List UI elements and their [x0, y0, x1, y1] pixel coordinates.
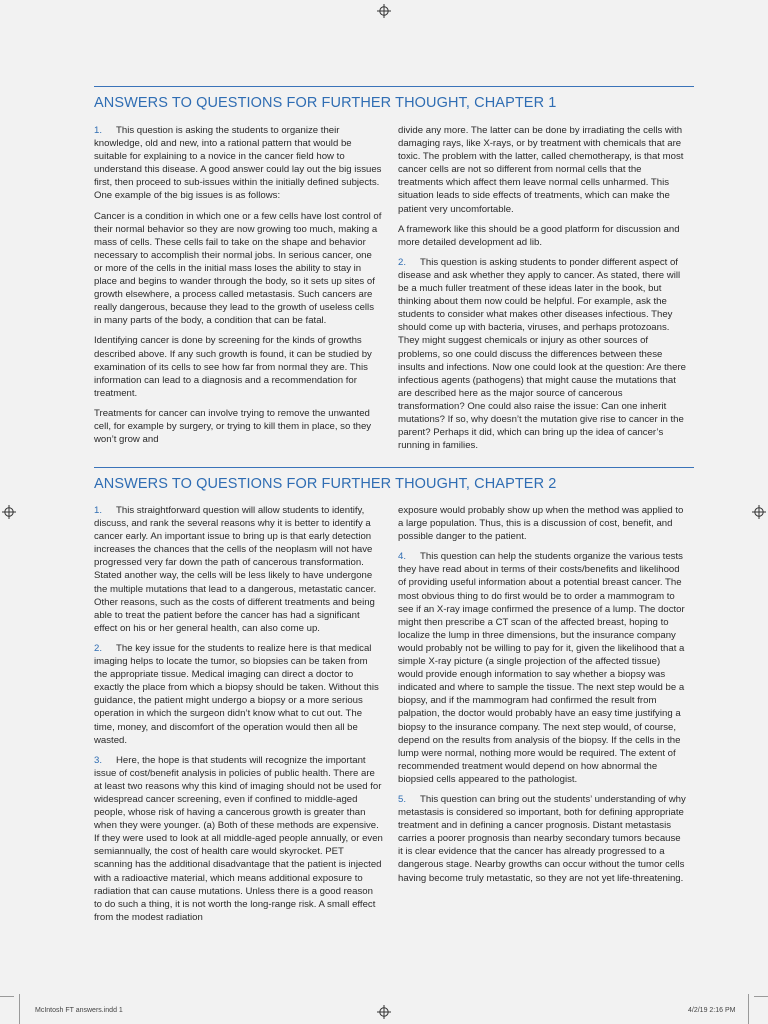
paragraph-text: This question can help the students organize the various tests they have read about in terms of their costs/benefits and likelihood of providing useful information about a potential breast cancer. The most obvious thing to do first would be to order a mammogram to see if an X-ray image confirmed the presence of a lump. The doctor might then prescribe a CT scan of the affected breast, hoping to localize the lump in three dimensions, but the insurance company would probably not be willing to pay for it, given the likelihood that a simple X-ray picture (a single projection of the affected tissue) would provide enough information to say whether a biopsy was indicated and where to sample the tissue. The next step would be a biopsy, and if the mammogram had confirmed the result from palpation, the doctor would probably have an easy time justifying a biopsy to the insurance company. The next step would, of course, depend on the results from analysis of the biopsy. If the cells in the lump were normal, nothing more would be required. The extent of recommended treatment would depend on how abnormal the biopsied cells appeared to the pathologist. — [398, 551, 685, 785]
trim-mark — [0, 996, 14, 997]
trim-mark — [19, 994, 20, 1024]
body-paragraph — [94, 210, 383, 328]
paragraph-text: This question is asking the students to organize their knowledge, old and new, into a rational pattern that would be suitable for explaining to a novice in the cancer field how to understand this disease. A good answer could lay out the big issues first, then proceed to sub-issues within the initially defined subjects. One example of the big issues is as follows: — [94, 125, 382, 202]
footer-timestamp: 4/2/19 2:16 PM — [688, 1007, 736, 1014]
body-paragraph — [398, 124, 687, 216]
trim-mark — [754, 996, 768, 997]
paragraph-text: exposure would probably show up when the method was applied to a large population. Thus, this is a discussion of cost, benefit, and possible danger to the patient. — [398, 505, 684, 543]
answer-paragraph — [398, 256, 687, 452]
chapter-2-heading: ANSWERS TO QUESTIONS FOR FURTHER THOUGHT, CHAPTER 2 — [94, 476, 557, 492]
paragraph-text: Cancer is a condition in which one or a few cells have lost control of their normal behavior so they are now growing too much, making a mass of cells. These cells fail to take on the shape and behavior necessary to accomplish their normal jobs. In serious cancer, one or more of the cells in the initial mass loses the ability to stay in place and begins to wander through the body, so it sets up sites of growth elsewhere, a process called metastasis. Such cancers are really dangerous, because they lead to the growth of useless cells in many parts of the body, a condition that can be fatal. — [94, 210, 382, 327]
answer-paragraph — [94, 642, 383, 747]
answer-number: 2. — [398, 256, 407, 268]
paragraph-text: Treatments for cancer can involve trying to remove the unwanted cell, for example by surgery, or trying to kill them in place, so they won’t grow and — [94, 407, 372, 446]
paragraph-text: divide any more. The latter can be done by irradiating the cells with damaging rays, like X-rays, or by treatment with chemicals that are toxic. The problem with the latter, called chemotherapy, is that most cancer cells are not so different from normal cells that the treatments which affect them leave normal cells unharmed. This situation leads to side effects of treatments, which can make the patient very uncomfortable. — [398, 125, 684, 215]
answer-paragraph — [94, 124, 383, 203]
chapter-1-heading: ANSWERS TO QUESTIONS FOR FURTHER THOUGHT, CHAPTER 1 — [94, 95, 557, 111]
chapter-2-left-column — [94, 504, 383, 931]
paragraph-text: A framework like this should be a good platform for discussion and more detailed development ad lib. — [398, 223, 680, 248]
body-paragraph — [94, 334, 383, 399]
answer-paragraph — [94, 504, 383, 635]
paragraph-text: This question is asking students to ponder different aspect of disease and ask whether they apply to cancer. As stated, there will be a much fuller treatment of these ideas later in the book, but thinking about them now could be helpful. For example, ask the students to consider what makes other diseases infectious. They should come up with bacteria, viruses, and perhaps protozoans. They might suggest chemicals or injury as other sources of problems, so one could discuss the differences between these insults and infections. Now one could look at the question: Are there infectious agents (pathogens) that might cause the mutations that are described here as the major source of cancerous transformation? One could also raise the issue: Can one inherit mutations? If so, why doesn’t the mutation give rise to cancer in the parent? Perhaps it did, which can bring up the idea of cancer’s running in families. — [398, 256, 686, 452]
registration-mark-icon — [752, 505, 766, 519]
answer-paragraph — [398, 793, 687, 885]
chapter-1-left-column — [94, 124, 383, 453]
answer-number: 1. — [94, 505, 103, 516]
answer-number: 3. — [94, 754, 103, 766]
answer-number: 1. — [94, 125, 103, 136]
registration-mark-icon — [2, 505, 16, 519]
answer-number: 5. — [398, 793, 407, 805]
chapter-2-right-column — [398, 504, 687, 892]
registration-mark-icon — [377, 4, 391, 18]
body-paragraph — [398, 504, 687, 543]
answer-number: 2. — [94, 642, 103, 654]
footer-file-name: McIntosh FT answers.indd 1 — [35, 1007, 123, 1014]
paragraph-text: This straightforward question will allow students to identify, discuss, and rank the several reasons why it is better to identify a cancer early. An important issue to bring up is that early detection increases the chances that the cells of the neoplasm will not have progressed very far down the path of cancerous transformation. Stated another way, the cells will be less likely to have undergone the multiple mutations that lead to a dangerous, metastatic cancer. Other reasons, such as the costs of different treatments and being able to treat the patient before the cancer has had a significant effect on his or her general health, can also come up. — [94, 505, 377, 634]
paragraph-text: Here, the hope is that students will recognize the important issue of cost/benefit analysis in policies of public health. There are at least two reasons why this kind of imaging should not be used for widespread cancer screening, even if confined to middle-aged people, whose risk of having a cancerous growth is greater than when they were younger. (a) Both of these methods are expensive. If they were used to look at all middle-aged people annually, or even semiannually, the cost of health care would skyrocket. PET scanning has the additional disadvantage that the patient is injected with a radioactive material, which means additional exposure to radiation that can cause mutations. Unless there is a good reason to do such a thing, it is not worth the long-range risk. A small effect from the modest radiation — [94, 754, 383, 923]
paragraph-text: Identifying cancer is done by screening for the kinds of growths described above. If any such growth is found, it can be studied by examination of its cells to see how far from normal they are. This information can lead to a diagnosis and a recommendation for treatment. — [94, 335, 372, 399]
answer-paragraph — [398, 550, 687, 786]
answer-number: 4. — [398, 551, 407, 563]
answer-paragraph — [94, 754, 383, 924]
section-rule — [94, 86, 694, 87]
section-rule — [94, 467, 694, 468]
registration-mark-icon — [377, 1005, 391, 1019]
paragraph-text: This question can bring out the students’ understanding of why metastasis is considered so important, both for defining appropriate treatment and in defining a cancer prognosis. Distant metastasis carries a poorer prognosis than nearby secondary tumors because it is clear evidence that the cancer has already progressed to a dangerous stage. Nearby growths can occur without the tumor cells having become truly metastatic, so they are not yet life-threatening. — [398, 793, 686, 884]
paragraph-text: The key issue for the students to realize here is that medical imaging helps to locate the tumor, so biopsies can be taken from the appropriate tissue. Medical imaging can direct a doctor to exactly the place from which a biopsy should be taken. Without this guidance, the patient might undergo a biopsy or a more serious operation in which the surgeon didn’t know what to cut out. The time, money, and discomfort of the operation would then all be wasted. — [94, 642, 379, 746]
body-paragraph — [94, 407, 383, 446]
trim-mark — [748, 994, 749, 1024]
chapter-1-right-column — [398, 124, 687, 459]
body-paragraph — [398, 223, 687, 249]
